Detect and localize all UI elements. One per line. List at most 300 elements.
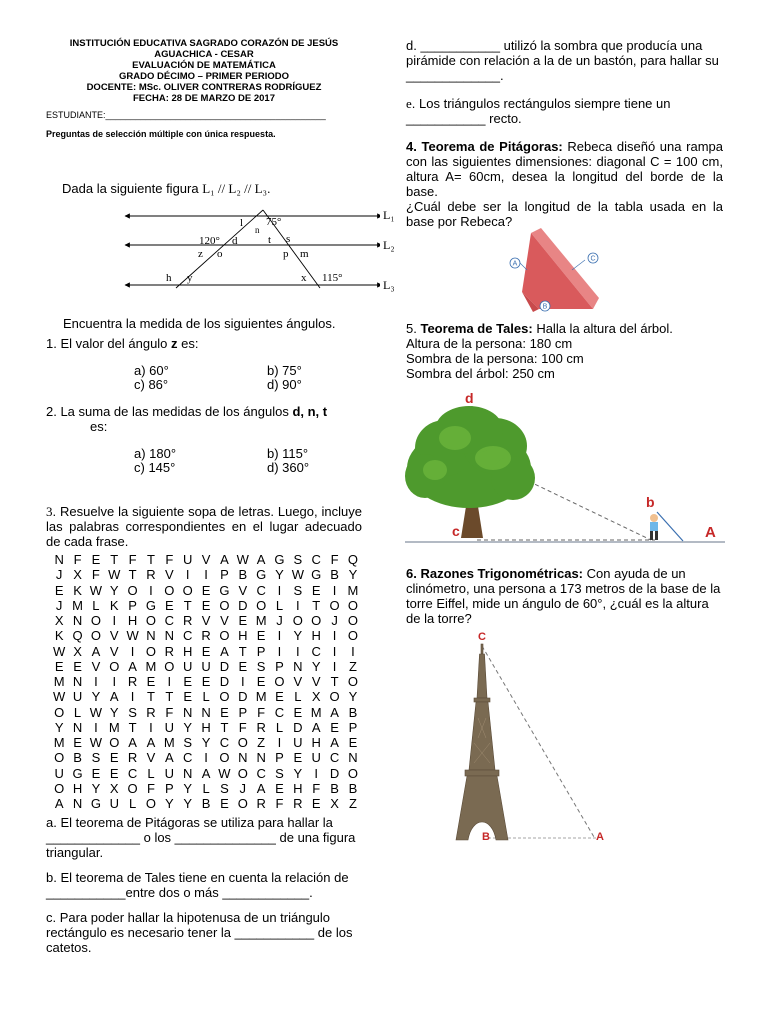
grid-letter[interactable]: L (202, 780, 210, 796)
grid-letter[interactable]: T (238, 643, 247, 659)
grid-letter[interactable]: E (275, 780, 284, 796)
grid-letter[interactable]: E (146, 674, 156, 689)
grid-letter[interactable]: K (73, 582, 82, 598)
grid-letter[interactable]: O (54, 780, 65, 796)
grid-letter[interactable]: W (53, 689, 66, 705)
grid-letter[interactable]: W (89, 582, 103, 598)
grid-letter[interactable]: G (219, 582, 230, 598)
grid-letter[interactable]: A (109, 689, 119, 705)
grid-letter[interactable]: O (311, 613, 322, 628)
grid-letter[interactable]: N (72, 613, 83, 628)
grid-letter[interactable]: O (274, 674, 285, 689)
grid-letter[interactable]: I (277, 582, 282, 598)
grid-letter[interactable]: I (149, 719, 153, 735)
grid-letter[interactable]: O (347, 628, 358, 644)
grid-letter[interactable]: Q (347, 552, 358, 567)
grid-letter[interactable]: O (164, 658, 175, 674)
grid-letter[interactable]: I (296, 597, 300, 613)
grid-letter[interactable]: G (145, 597, 157, 613)
q1-option-c[interactable]: c) 86° (134, 377, 169, 392)
grid-letter[interactable]: T (110, 552, 119, 567)
grid-letter[interactable]: O (127, 582, 138, 598)
grid-letter[interactable]: O (292, 613, 303, 628)
grid-letter[interactable]: T (183, 597, 192, 613)
grid-letter[interactable]: E (201, 582, 211, 598)
grid-letter[interactable]: N (183, 765, 193, 781)
grid-letter[interactable]: I (149, 582, 153, 598)
grid-letter[interactable]: B (348, 704, 358, 720)
grid-letter[interactable]: I (130, 643, 135, 659)
grid-letter[interactable]: O (145, 643, 157, 659)
grid-letter[interactable]: P (275, 658, 284, 674)
grid-letter[interactable]: E (311, 796, 321, 811)
grid-letter[interactable]: Q (72, 628, 83, 644)
q1-option-a[interactable]: a) 60° (134, 363, 169, 378)
grid-letter[interactable]: W (291, 567, 304, 583)
grid-letter[interactable]: O (329, 597, 340, 613)
grid-letter[interactable]: C (311, 552, 321, 567)
grid-letter[interactable]: N (238, 750, 248, 766)
grid-letter[interactable]: I (204, 750, 208, 766)
grid-letter[interactable]: A (311, 719, 321, 735)
grid-letter[interactable]: U (311, 750, 321, 766)
grid-letter[interactable]: E (238, 613, 248, 628)
grid-letter[interactable]: S (220, 780, 229, 796)
grid-letter[interactable]: E (256, 628, 266, 644)
grid-letter[interactable]: U (183, 552, 193, 567)
grid-letter[interactable]: W (89, 704, 103, 720)
grid-letter[interactable]: F (165, 704, 174, 720)
grid-letter[interactable]: W (126, 628, 139, 644)
grid-letter[interactable]: F (128, 552, 137, 567)
grid-letter[interactable]: N (164, 628, 175, 644)
grid-letter[interactable]: L (129, 796, 137, 811)
grid-letter[interactable]: T (330, 674, 339, 689)
tree-canopy (405, 406, 535, 508)
grid-letter[interactable]: V (220, 613, 229, 628)
grid-letter[interactable]: A (128, 735, 137, 750)
grid-letter[interactable]: E (311, 582, 321, 598)
grid-letter[interactable]: L (202, 689, 210, 705)
grid-letter[interactable]: L (147, 765, 155, 781)
grid-letter[interactable]: M (53, 735, 65, 750)
grid-letter[interactable]: O (90, 613, 101, 628)
grid-letter[interactable]: I (94, 674, 98, 689)
grid-letter[interactable]: F (73, 552, 82, 567)
grid-letter[interactable]: N (348, 750, 358, 766)
grid-letter[interactable]: H (238, 628, 248, 644)
grid-letter[interactable]: Y (54, 719, 64, 735)
q2-option-d[interactable]: d) 360° (267, 460, 310, 475)
grid-letter[interactable]: G (256, 567, 267, 583)
grid-letter[interactable]: O (347, 765, 358, 781)
grid-letter[interactable]: C (274, 704, 285, 720)
grid-letter[interactable]: A (220, 643, 229, 659)
grid-letter[interactable]: N (293, 658, 303, 674)
grid-letter[interactable]: Y (201, 735, 211, 750)
grid-letter[interactable]: C (329, 750, 340, 766)
grid-letter[interactable]: E (109, 765, 119, 781)
grid-letter[interactable]: N (256, 750, 266, 766)
grid-letter[interactable]: O (164, 582, 175, 598)
grid-letter[interactable]: V (201, 552, 211, 567)
grid-letter[interactable]: T (147, 689, 155, 705)
grid-letter[interactable]: C (311, 643, 321, 659)
grid-letter[interactable]: I (332, 582, 337, 598)
grid-letter[interactable]: Y (348, 567, 358, 583)
grid-letter[interactable]: X (330, 796, 339, 811)
grid-letter[interactable]: I (185, 567, 190, 583)
grid-letter[interactable]: Y (91, 689, 101, 705)
grid-letter[interactable]: I (130, 689, 135, 705)
grid-letter[interactable]: Y (183, 780, 193, 796)
grid-letter[interactable]: B (348, 780, 358, 796)
grid-letter[interactable]: V (91, 658, 101, 674)
grid-letter[interactable]: C (183, 750, 193, 766)
grid-letter[interactable]: U (54, 765, 64, 781)
grid-letter[interactable]: I (167, 674, 172, 689)
grid-letter[interactable]: V (293, 674, 303, 689)
grid-letter[interactable]: J (276, 613, 283, 628)
grid-letter[interactable]: R (164, 643, 175, 659)
grid-letter[interactable]: B (330, 780, 339, 796)
grid-letter[interactable]: E (91, 765, 101, 781)
grid-letter[interactable]: S (183, 735, 193, 750)
grid-letter[interactable]: H (311, 628, 321, 644)
grid-letter[interactable]: X (73, 643, 82, 659)
grid-letter[interactable]: B (201, 796, 211, 811)
grid-letter[interactable]: R (293, 796, 303, 811)
q1-option-b[interactable]: b) 75° (267, 363, 302, 378)
grid-letter[interactable]: J (331, 613, 338, 628)
grid-letter[interactable]: E (201, 674, 211, 689)
grid-letter[interactable]: P (165, 780, 174, 796)
grid-letter[interactable]: I (332, 658, 337, 674)
grid-letter[interactable]: I (277, 628, 282, 644)
grid-letter[interactable]: I (277, 643, 282, 659)
grid-letter[interactable]: R (127, 750, 138, 766)
grid-letter[interactable]: E (275, 689, 284, 705)
grid-letter[interactable]: N (183, 704, 193, 720)
grid-letter[interactable]: A (201, 765, 211, 781)
grid-letter[interactable]: A (220, 552, 229, 567)
grid-letter[interactable]: S (256, 658, 266, 674)
q2-option-b[interactable]: b) 115° (267, 446, 309, 461)
grid-letter[interactable]: N (72, 674, 83, 689)
grid-letter[interactable]: C (256, 582, 266, 598)
grid-letter[interactable]: O (347, 613, 358, 628)
grid-letter[interactable]: D (219, 674, 230, 689)
grid-letter[interactable]: L (73, 704, 82, 720)
grid-letter[interactable]: R (256, 796, 266, 811)
grid-letter[interactable]: E (293, 704, 303, 720)
grid-letter[interactable]: M (72, 597, 83, 613)
grid-letter[interactable]: O (219, 689, 230, 705)
grid-letter[interactable]: A (54, 796, 64, 811)
grid-letter[interactable]: L (92, 597, 100, 613)
grid-letter[interactable]: M (53, 674, 65, 689)
grid-letter[interactable]: E (348, 735, 358, 750)
grid-letter[interactable]: S (275, 765, 284, 781)
grid-letter[interactable]: O (237, 765, 248, 781)
grid-letter[interactable]: F (165, 552, 174, 567)
grid-letter[interactable]: O (256, 597, 267, 613)
grid-letter[interactable]: E (201, 597, 211, 613)
grid-letter[interactable]: B (238, 567, 248, 583)
grid-letter[interactable]: M (108, 719, 120, 735)
grid-letter[interactable]: H (72, 780, 83, 796)
grid-letter[interactable]: I (296, 643, 300, 659)
grid-letter[interactable]: H (293, 780, 303, 796)
grid-letter[interactable]: E (183, 674, 193, 689)
grid-letter[interactable]: E (256, 674, 266, 689)
grid-letter[interactable]: F (147, 780, 155, 796)
grid-letter[interactable]: O (237, 735, 248, 750)
grid-letter[interactable]: S (91, 750, 101, 766)
grid-letter[interactable]: X (73, 567, 82, 583)
grid-letter[interactable]: E (238, 658, 248, 674)
grid-letter[interactable]: V (146, 750, 156, 766)
grid-letter[interactable]: U (109, 796, 119, 811)
grid-letter[interactable]: X (109, 780, 119, 796)
grid-letter[interactable]: O (219, 628, 230, 644)
grid-letter[interactable]: L (275, 597, 284, 613)
grid-letter[interactable]: L (275, 719, 284, 735)
grid-letter[interactable]: C (256, 765, 266, 781)
grid-letter[interactable]: K (109, 597, 119, 613)
grid-letter[interactable]: T (220, 719, 229, 735)
grid-letter[interactable]: E (109, 750, 119, 766)
grid-letter[interactable]: V (238, 582, 248, 598)
grid-letter[interactable]: I (112, 674, 117, 689)
grid-letter[interactable]: V (109, 628, 119, 644)
grid-letter[interactable]: R (146, 567, 156, 583)
grid-letter[interactable]: O (347, 597, 358, 613)
grid-letter[interactable]: C (219, 735, 230, 750)
grid-letter[interactable]: T (165, 689, 174, 705)
grid-letter[interactable]: O (219, 597, 230, 613)
grid-letter[interactable]: E (201, 643, 211, 659)
grid-letter[interactable]: E (293, 750, 303, 766)
grid-letter[interactable]: R (201, 628, 211, 644)
grid-letter[interactable]: V (109, 643, 119, 659)
grid-letter[interactable]: O (109, 658, 120, 674)
grid-letter[interactable]: E (73, 735, 82, 750)
grid-letter[interactable]: I (314, 765, 319, 781)
grid-letter[interactable]: Y (109, 582, 119, 598)
grid-letter[interactable]: G (274, 552, 285, 567)
student-field[interactable]: ESTUDIANTE:____________________________________________ (46, 110, 326, 120)
grid-letter[interactable]: O (347, 674, 358, 689)
grid-letter[interactable]: U (293, 735, 303, 750)
grid-letter[interactable]: G (90, 796, 101, 811)
grid-letter[interactable]: L (294, 689, 302, 705)
grid-letter[interactable]: I (351, 643, 355, 659)
grid-letter[interactable]: M (255, 613, 267, 628)
grid-letter[interactable]: O (127, 780, 138, 796)
grid-letter[interactable]: H (311, 735, 321, 750)
grid-letter[interactable]: A (330, 735, 339, 750)
grid-letter[interactable]: M (255, 689, 267, 705)
grid-letter[interactable]: A (330, 704, 339, 720)
grid-letter[interactable]: O (219, 750, 230, 766)
grid-letter[interactable]: M (145, 658, 157, 674)
grid-letter[interactable]: Y (183, 796, 193, 811)
grid-letter[interactable]: D (293, 719, 303, 735)
grid-letter[interactable]: D (219, 658, 230, 674)
grid-letter[interactable]: Y (348, 689, 358, 705)
grid-letter[interactable]: V (311, 674, 321, 689)
grid-row (50, 644, 362, 659)
grid-letter[interactable]: M (310, 704, 322, 720)
grid-letter[interactable]: I (332, 643, 337, 659)
grid-letter[interactable]: O (237, 796, 248, 811)
grid-letter[interactable]: I (277, 735, 282, 750)
grid-letter[interactable]: T (128, 567, 137, 583)
grid-letter[interactable]: R (146, 704, 156, 720)
grid-letter[interactable]: D (238, 689, 248, 705)
grid-letter[interactable]: O (145, 796, 157, 811)
grid-letter[interactable]: N (146, 628, 156, 644)
grid-letter[interactable]: E (330, 719, 339, 735)
grid-letter[interactable]: H (201, 719, 211, 735)
q2-option-a[interactable]: a) 180° (134, 446, 177, 461)
grid-letter[interactable]: I (204, 567, 208, 583)
grid-letter[interactable]: N (54, 552, 64, 567)
grid-letter[interactable]: K (54, 628, 64, 644)
grid-letter[interactable]: M (163, 735, 175, 750)
grid-letter[interactable]: P (256, 643, 266, 659)
grid-letter[interactable]: D (329, 765, 340, 781)
grid-letter[interactable]: U (164, 765, 175, 781)
grid-letter[interactable]: F (257, 704, 266, 720)
grid-letter[interactable]: A (91, 643, 101, 659)
grid-letter[interactable]: H (183, 643, 193, 659)
grid-letter[interactable]: E (73, 658, 82, 674)
grid-letter[interactable]: P (220, 567, 229, 583)
grid-letter[interactable]: A (256, 780, 266, 796)
grid-letter[interactable]: S (293, 582, 303, 598)
grid-letter[interactable]: X (311, 689, 321, 705)
grid-letter[interactable]: T (128, 719, 137, 735)
grid-letter[interactable]: P (128, 597, 137, 613)
grid-letter[interactable]: U (201, 658, 211, 674)
grid-letter[interactable]: I (240, 674, 245, 689)
grid-letter[interactable]: P (348, 719, 358, 735)
grid-letter[interactable]: E (165, 597, 174, 613)
grid-letter[interactable]: O (90, 628, 101, 644)
grid-letter[interactable]: U (183, 658, 193, 674)
grid-letter[interactable]: M (347, 582, 359, 598)
grid-letter[interactable]: C (164, 613, 175, 628)
grid-letter[interactable]: O (109, 735, 120, 750)
grid-letter[interactable]: B (73, 750, 82, 766)
grid-letter[interactable]: F (91, 567, 100, 583)
grid-letter[interactable]: Y (293, 628, 303, 644)
grid-letter[interactable]: G (72, 765, 83, 781)
grid-letter[interactable]: W (108, 567, 121, 583)
grid-letter[interactable]: I (332, 628, 337, 644)
grid-letter[interactable]: F (238, 719, 247, 735)
grid-letter[interactable]: Z (348, 658, 357, 674)
grid-letter[interactable]: Y (109, 704, 119, 720)
grid-letter[interactable]: F (330, 552, 339, 567)
grid-letter[interactable]: C (127, 765, 138, 781)
grid-letter[interactable]: Y (183, 719, 193, 735)
grid-letter[interactable]: P (275, 750, 284, 766)
grid-letter[interactable]: V (165, 567, 174, 583)
q2-option-c[interactable]: c) 145° (134, 460, 176, 475)
grid-letter[interactable]: F (312, 780, 321, 796)
grid-letter[interactable]: U (164, 719, 175, 735)
grid-letter[interactable]: R (127, 674, 138, 689)
grid-letter[interactable]: C (183, 628, 193, 644)
grid-letter[interactable]: W (236, 552, 249, 567)
grid-letter[interactable]: B (330, 567, 339, 583)
grid-letter[interactable]: O (54, 704, 65, 720)
grid-letter[interactable]: I (112, 613, 117, 628)
grid-letter[interactable]: J (239, 780, 247, 796)
grid-letter[interactable]: O (54, 750, 65, 766)
grid-letter[interactable]: A (146, 735, 156, 750)
grid-letter[interactable]: S (293, 552, 303, 567)
grid-letter[interactable]: E (183, 689, 193, 705)
grid-letter[interactable]: E (91, 552, 101, 567)
grid-letter[interactable]: G (311, 567, 322, 583)
grid-letter[interactable]: D (238, 597, 248, 613)
grid-letter[interactable]: O (329, 689, 340, 705)
grid-letter[interactable]: J (55, 567, 63, 583)
q1-option-d[interactable]: d) 90° (267, 377, 302, 392)
grid-letter[interactable]: N (72, 719, 83, 735)
grid-letter[interactable]: Y (275, 567, 284, 583)
grid-letter[interactable]: V (201, 613, 211, 628)
grid-letter[interactable]: E (220, 796, 229, 811)
grid-letter[interactable]: F (275, 796, 284, 811)
grid-letter[interactable]: T (312, 597, 321, 613)
grid-letter[interactable]: N (201, 704, 211, 720)
grid-letter[interactable]: O (182, 582, 193, 598)
grid-letter[interactable]: E (220, 704, 229, 720)
grid-letter[interactable]: W (218, 765, 231, 781)
grid-letter[interactable]: E (54, 582, 64, 598)
grid-letter[interactable]: R (183, 613, 193, 628)
grid-letter[interactable]: A (128, 658, 137, 674)
grid-letter[interactable]: U (72, 689, 83, 705)
grid-letter[interactable]: J (55, 597, 63, 613)
grid-letter[interactable]: E (54, 658, 64, 674)
grid-letter[interactable]: Z (257, 735, 266, 750)
grid-letter[interactable]: P (238, 704, 248, 720)
grid-letter[interactable]: S (128, 704, 137, 720)
grid-letter[interactable]: O (145, 613, 157, 628)
grid-letter[interactable]: Y (293, 765, 303, 781)
grid-letter[interactable]: Z (348, 796, 357, 811)
grid-letter[interactable]: Y (91, 780, 101, 796)
grid-letter[interactable]: X (54, 613, 64, 628)
grid-letter[interactable]: T (147, 552, 155, 567)
grid-letter[interactable]: Y (165, 796, 174, 811)
grid-letter[interactable]: W (53, 643, 66, 659)
grid-letter[interactable]: W (89, 735, 103, 750)
grid-letter[interactable]: A (256, 552, 266, 567)
grid-letter[interactable]: I (94, 719, 98, 735)
grid-letter[interactable]: Y (311, 658, 321, 674)
grid-letter[interactable]: N (72, 796, 83, 811)
grid-letter[interactable]: H (127, 613, 138, 628)
grid-letter[interactable]: R (256, 719, 266, 735)
grid-letter[interactable]: A (165, 750, 174, 766)
